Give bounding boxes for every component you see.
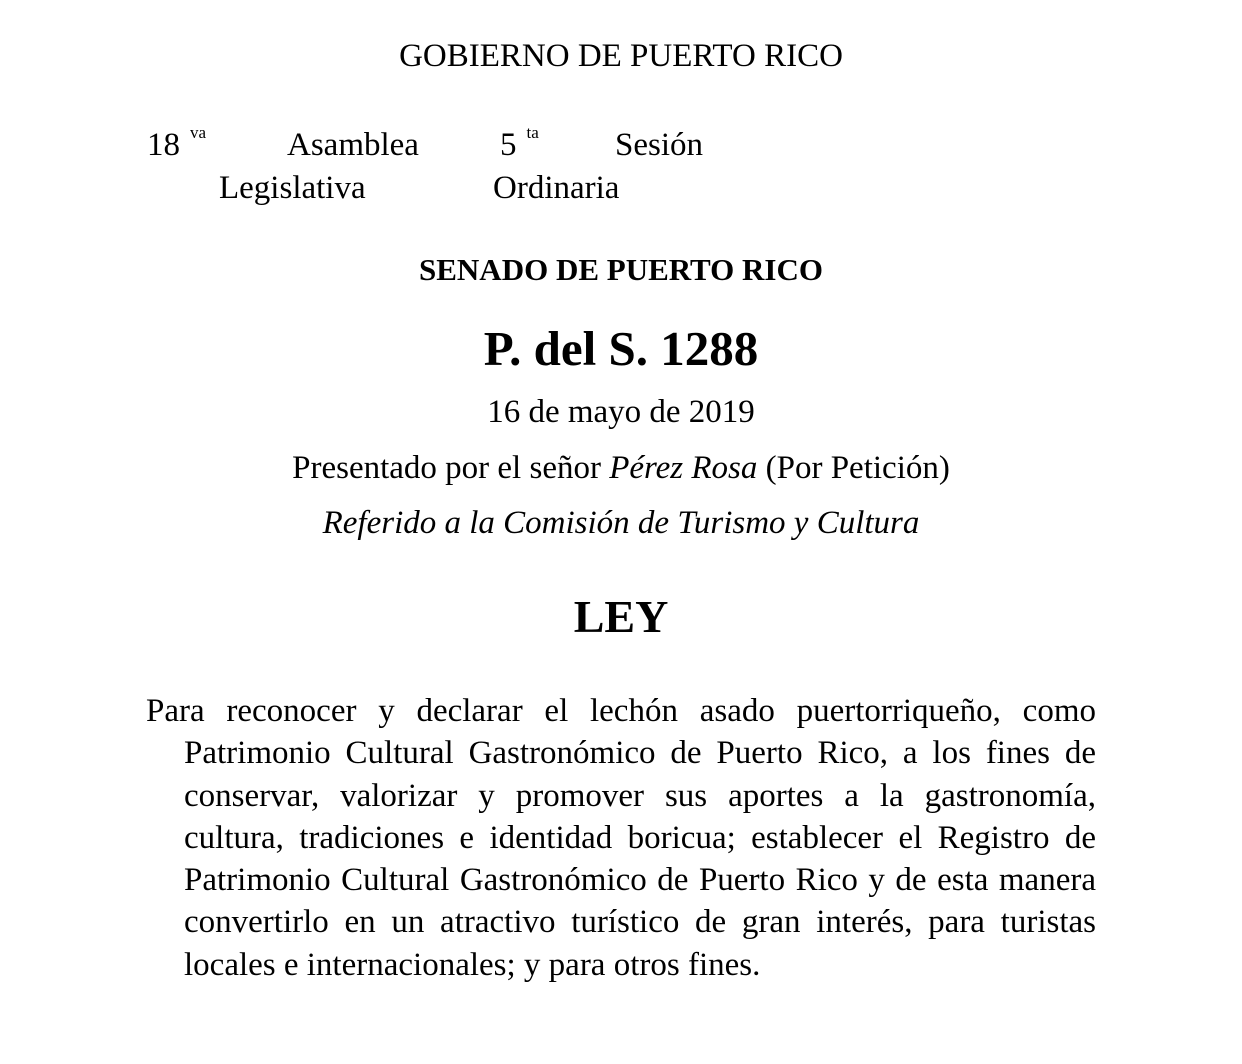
bill-summary: Para reconocer y declarar el lechón asado puertorriqueño, como Patrimonio Cultural Gastronómico de Puerto Rico, a los fines de conservar, valorizar y promover sus aportes a la gastronomía, cultura, tradiciones e identidad boricua; establecer el Registro de Patrimonio Cultural Gastronómico de Puerto Rico y de esta manera convertirlo en un atractivo turístico de gran interés, para turistas locales e internacionales; y para otros fines.	[146, 693, 1096, 983]
document-title: LEY	[573, 591, 669, 642]
referred-to: Referido a la Comisión de Turismo y Cultura	[322, 505, 920, 541]
assembly-ordinal-suffix: va	[190, 123, 207, 142]
assembly-word: Asamblea	[287, 127, 419, 163]
session-number-value: 5	[500, 127, 517, 163]
assembly-number	[147, 123, 207, 164]
bill-number: P. del S. 1288	[483, 321, 759, 376]
assembly-number-value: 18	[147, 127, 180, 163]
presented-by	[0, 450, 1242, 487]
presented-prefix: Presentado por el señor	[292, 450, 610, 486]
session-ordinal-suffix: ta	[526, 123, 539, 142]
session-word: Sesión	[615, 127, 704, 163]
senate-heading: SENADO DE PUERTO RICO	[419, 252, 823, 287]
ordinary-word: Ordinaria	[493, 170, 620, 206]
legislative-word: Legislativa	[219, 170, 366, 206]
session-number	[500, 123, 539, 164]
bill-date: 16 de mayo de 2019	[487, 394, 755, 430]
government-heading: GOBIERNO DE PUERTO RICO	[399, 38, 843, 74]
presented-suffix: (Por Petición)	[757, 450, 950, 486]
sponsor-name: Pérez Rosa	[609, 450, 758, 486]
